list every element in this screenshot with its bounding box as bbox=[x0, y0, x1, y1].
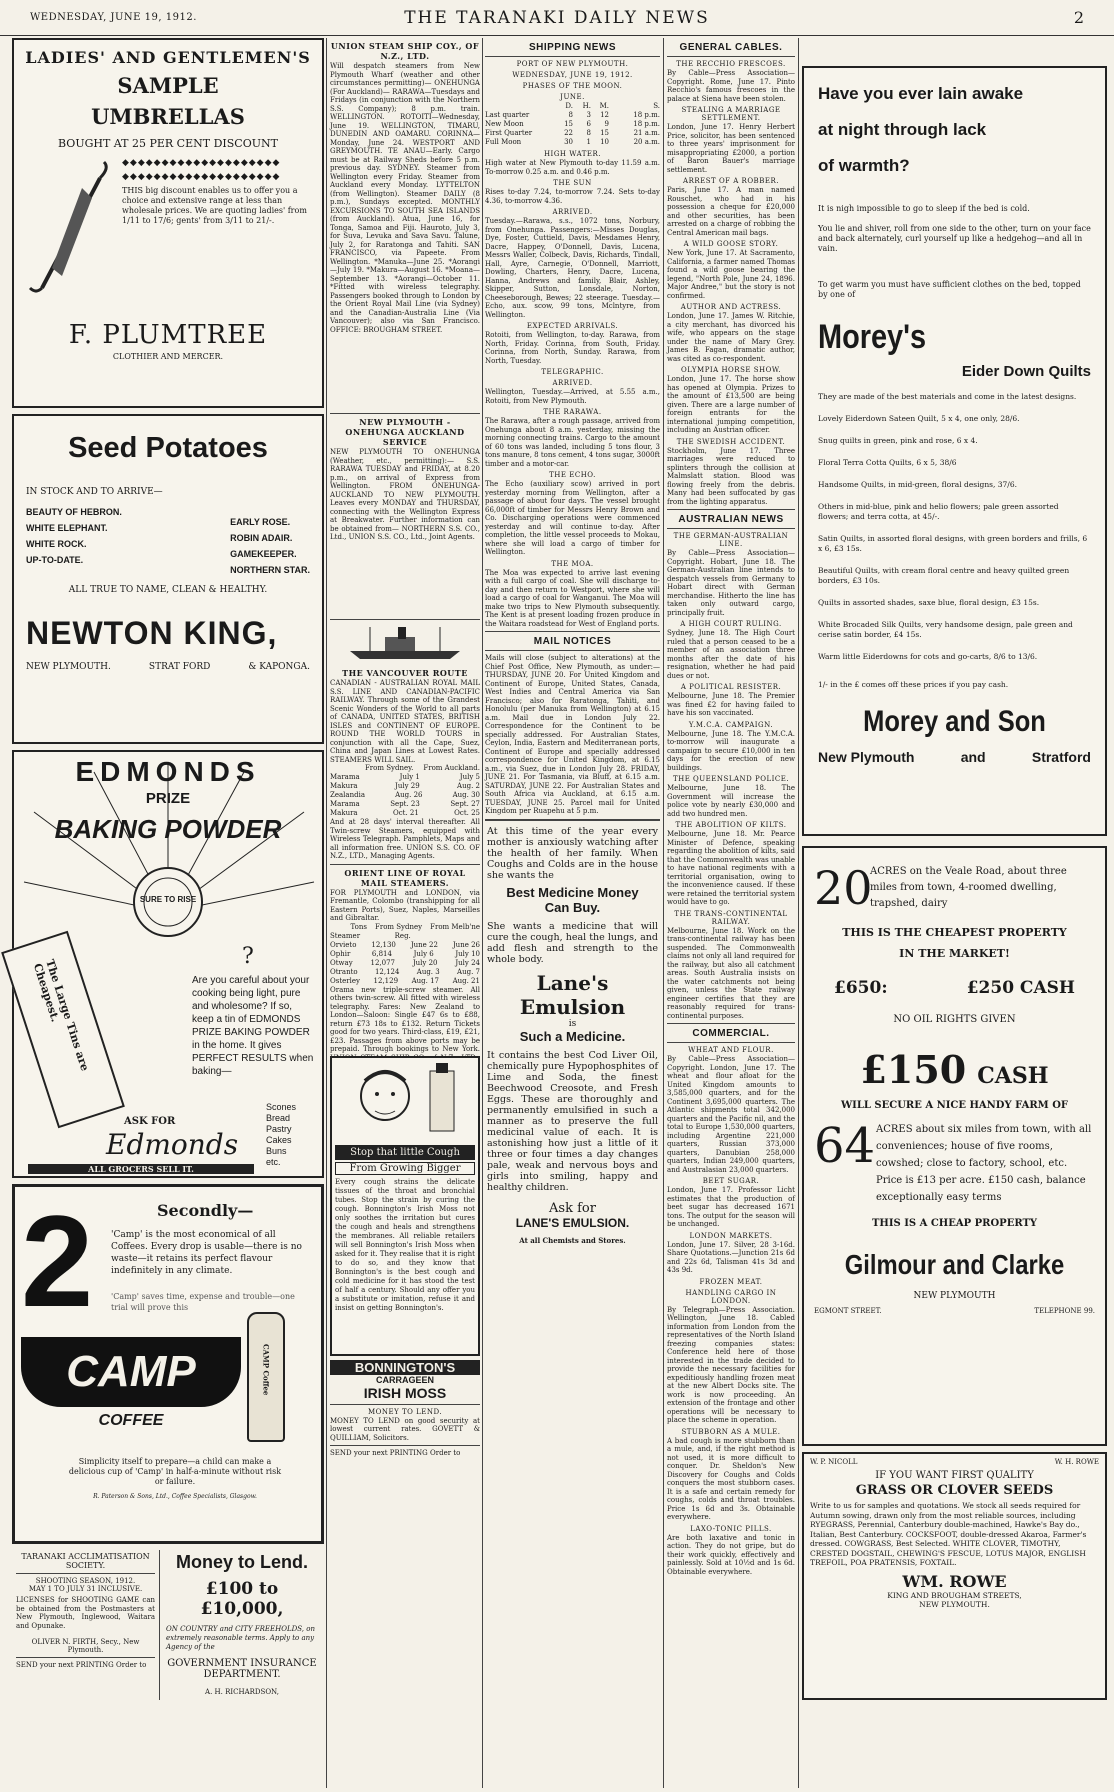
section-heading: SHIPPING NEWS bbox=[528, 42, 617, 53]
seller-name: NEWTON KING, bbox=[26, 615, 278, 651]
bonningtons-ad bbox=[330, 1056, 480, 1356]
town: New Plymouth bbox=[818, 749, 915, 765]
item-body: A bad cough is more stubborn than a mule, and, if the right method is not used, it is more difficult to conquer. Dr. Sheldon's New Discovery for Coughs and Colds conquers the most stubborn cases. It is a safe and certain remedy for coughs, colds and throat troubles. Price 1s 6d and 3s. Obtainable everywhere. bbox=[667, 1436, 795, 1521]
list-item: Handsome Quilts, in mid-green, floral designs, 37/6. bbox=[818, 480, 1017, 489]
section-heading: COMMERCIAL. bbox=[692, 1028, 770, 1039]
ad-footer: ALL GROCERS SELL IT. bbox=[28, 1164, 254, 1174]
ad-text: is bbox=[568, 1018, 577, 1029]
office-name: GOVERNMENT INSURANCE bbox=[167, 1658, 317, 1669]
question-mark: ? bbox=[242, 944, 254, 969]
partner-names bbox=[810, 1458, 1099, 1467]
use: Scones bbox=[266, 1102, 297, 1112]
price: £250 CASH bbox=[966, 978, 1075, 998]
item-body: London, June 17. Silver, 28 3-16d. Share Quotations.—Junction 21s 6d and 22s 6d, Talisman 41s 3d and 43s 9d. bbox=[667, 1240, 795, 1274]
ad-headline: Can Buy. bbox=[544, 899, 601, 915]
item-title: OLYMPIA HORSE SHOW. bbox=[680, 366, 782, 374]
product-name: BAKING POWDER bbox=[54, 814, 282, 844]
ad-headline: of warmth? bbox=[818, 156, 910, 175]
umbrella-illustration bbox=[22, 158, 122, 298]
partner: W. P. NICOLL bbox=[810, 1458, 858, 1466]
column-rule bbox=[326, 38, 327, 1788]
list-item: Beautiful Quilts, with cream floral centre and heavy quilted green borders, £3 10s. bbox=[818, 566, 1070, 585]
ad-title: UMBRELLAS bbox=[91, 104, 245, 129]
section-body: MONEY TO LEND on good security at lowest current rates. GOVETT & QUILLIAM, Solicitors. bbox=[330, 1416, 480, 1442]
sub-heading: ARRIVED. bbox=[552, 379, 593, 387]
prize-label: PRIZE bbox=[145, 790, 191, 807]
item-title: A WILD GOOSE STORY. bbox=[683, 240, 779, 248]
town: and bbox=[960, 749, 986, 765]
office-name: DEPARTMENT. bbox=[203, 1669, 281, 1680]
use: etc. bbox=[266, 1157, 281, 1167]
sub-heading: HIGH WATER. bbox=[543, 150, 602, 158]
ad-headline: at night through lack bbox=[818, 120, 987, 139]
firm-town: NEW PLYMOUTH bbox=[913, 1291, 996, 1301]
item-body: London, June 17. Professor Licht estimates that the production of beet sugar has decreased 1671 tons. The output for the season will be unchanged. bbox=[667, 1186, 795, 1228]
variety-list-left bbox=[26, 501, 122, 581]
ad-lead: IF YOU WANT FIRST QUALITY bbox=[875, 1470, 1034, 1481]
column-1 bbox=[12, 38, 324, 1788]
table-row: Makura Oct. 21 Oct. 25 bbox=[330, 809, 480, 817]
item-body: Stockholm, June 17. Three marriages were reduced to splinters through the collision at Malmslatt station. Blood was flowing freely from the debris. Many had been suffocated by gas from the lighting apparatus. bbox=[667, 446, 795, 506]
issue-date: WEDNESDAY, JUNE 19, 1912. bbox=[30, 12, 197, 23]
merchant-name: F. PLUMTREE bbox=[68, 320, 268, 350]
town: & KAPONGA. bbox=[248, 662, 310, 672]
coffee-bottle bbox=[247, 1312, 285, 1442]
australian-news-list bbox=[667, 532, 795, 1020]
list-item: White Brocaded Silk Quilts, very handsome design, pale green and cerise satin border, £4 15s. bbox=[818, 620, 1073, 639]
ad-headline: IN THE MARKET! bbox=[899, 947, 1010, 960]
column-rule bbox=[482, 38, 483, 1788]
column-rule bbox=[663, 38, 664, 1788]
sub-heading: THE ECHO. bbox=[549, 471, 596, 479]
item-body: By Telegraph—Press Association. Wellington, June 18. Cabled information from London from the representatives of the North Island freezing companies states: Conference held here of those interested in the trade decided to provide the necessary facilities for expeditiously handling frozen meat at the new Albert Docks site. The work is now proceeding. An extension of the frontage and other operations will be necessary to place the scheme in operation. bbox=[667, 1305, 795, 1424]
section-body: Wellington, Tuesday.—Arrived, at 5.55 a.m., Rotoiti, from New Plymouth. bbox=[485, 388, 660, 405]
ad-subtitle: BOUGHT AT 25 PER CENT DISCOUNT bbox=[58, 137, 278, 150]
ad-body: To get warm you must have sufficient clothes on the bed, topped by one of bbox=[818, 280, 1081, 299]
divider-ornament: ◆◆◆◆◆◆◆◆◆◆◆◆◆◆◆◆◆◆◆◆ bbox=[122, 172, 281, 182]
ad-headline: Such a Medicine. bbox=[519, 1028, 626, 1044]
list-item: Satin Quilts, in assorted floral designs, with green borders and frills, 6 x 6, £3 15s. bbox=[818, 534, 1088, 553]
item-title: A POLITICAL RESISTER. bbox=[680, 683, 782, 691]
column-rule bbox=[798, 38, 799, 1788]
item-title: THE TRANS-CONTINENTAL RAILWAY. bbox=[674, 909, 788, 926]
section-body: Tuesday.—Rarawa, s.s., 1072 tons, Norbury, from Onehunga. Passengers:—Misses Douglas, Dye, Foster, Cuttield, Davis, Mesdames Henry, Dacre, Happey, O'Donnell, Davis, Lucena, Messrs Waller, Colbeck, Davis, Richards, Tindall, Hall, Ayre, Carnegie, O'Donnell, Marriott, Dowling, Charters, Henry, Dacre, Lucena, Hanna, Andrews and family, Blair, Ashley, Skipper, Sutton, Lonsdale, Norton, Cheeseborough, Bewes; 22 steerage. Tuesday.—Echo, aux. scow, 99 tons, Mclntyre, from Wellington. bbox=[485, 217, 660, 319]
paper-name: THE TARANAKI DAILY NEWS bbox=[404, 7, 710, 28]
list-item: Others in mid-blue, pink and helio flowers; pale green assorted flowers; and terra cotta, at 45/-. bbox=[818, 502, 1059, 521]
item-body: London, June 17. Henry Herbert Price, solicitor, has been sentenced to three years' imprisonment for misappropriating £2000, a portion of Baron Bauer's marriage settlement. bbox=[667, 123, 795, 174]
item-title: LONDON MARKETS. bbox=[689, 1231, 773, 1240]
town: NEW PLYMOUTH. bbox=[26, 662, 111, 672]
table-row: Last quarter 8 3 12 18 p.m. bbox=[485, 111, 660, 119]
variety: GAMEKEEPER. bbox=[230, 549, 297, 559]
ad-body: You lie and shiver, roll from one side to the other, turn on your face and back alternately, curl yourself up like a hedgehog—and all in vain. bbox=[818, 224, 1091, 253]
merchant-name: WM. ROWE bbox=[902, 1571, 1007, 1591]
bottle-label: CAMP Coffee bbox=[261, 1344, 271, 1396]
brand-name: EDMONDS bbox=[75, 756, 261, 787]
street: EGMONT STREET. bbox=[814, 1307, 882, 1315]
section-heading: MAIL NOTICES bbox=[533, 636, 612, 647]
column-3 bbox=[485, 38, 660, 1788]
table-row: Otranto 12,124 Aug. 3 Aug. 7 bbox=[330, 967, 480, 976]
item-title: THE SWEDISH ACCIDENT. bbox=[676, 437, 786, 446]
list-item: Warm little Eiderdowns for cots and go-carts, 8/6 to 13/6. bbox=[818, 652, 1038, 661]
ad-body: They are made of the best materials and come in the latest designs. bbox=[818, 392, 1077, 401]
morey-quilts-ad bbox=[802, 66, 1107, 836]
discount-note: 1/- in the £ comes off these prices if you pay cash. bbox=[818, 680, 1009, 689]
sub-heading: ARRIVED. bbox=[552, 208, 593, 216]
item-body: Paris, June 17. A man named Rouschet, who had in his possession a cheque for £20,000 and other securities, has been arrested on a charge of robbing the Central American mail bags. bbox=[667, 186, 795, 237]
tin-label: The Large Tins are Cheapest. bbox=[30, 957, 92, 1073]
firm-contact bbox=[814, 1307, 1095, 1315]
item-body: Melbourne, June 18. Work on the trans-continental railway has been suspended. The Commonwealth claims not only all land required for the railway, but also all catchment areas. South Australia insists on the water catchments not being given, unless the State railway engineer certifies that they are reasonably required for trans-continental purposes. bbox=[667, 926, 795, 1020]
ad-title: LADIES' AND GENTLEMEN'S bbox=[25, 48, 311, 67]
firm-name: Gilmour and Clarke bbox=[844, 1249, 1065, 1280]
firm-towns bbox=[818, 749, 1091, 765]
steamship-illustration bbox=[330, 623, 480, 661]
ad-heading: Secondly— bbox=[157, 1201, 254, 1220]
variety: WHITE ROCK. bbox=[26, 539, 87, 549]
moon-table bbox=[485, 102, 660, 147]
camp-logo: CAMP bbox=[21, 1337, 241, 1407]
col-head: From Sydney. bbox=[364, 764, 414, 772]
table-row: Zealandia Aug. 26 Aug. 30 bbox=[330, 791, 480, 799]
item-body: By Cable—Press Association—Copyright. London, June 17. The wheat and flour afloat for the United Kingdom amounts to 3,585,000 quarters, and for the Continent 3,695,000 quarters. The Atlantic shipments total 342,000 quarters and the Pacific nil, and the total to Europe 1,530,000 quarters, including Argentine 221,000 quarters, Russian 373,000 quarters, Danubian 258,000 quarters, Indian 249,000 quarters, and Australasian 23,000 quarters. bbox=[667, 1055, 795, 1174]
sub-heading: THE MOA. bbox=[551, 559, 594, 568]
ad-footer: Simplicity itself to prepare—a child can make a delicious cup of 'Camp' in half-a-minute without risk or failure. bbox=[68, 1457, 282, 1486]
item-body: By Cable—Press Association—Copyright. Rome, June 17. Pinto Recchio's famous frescoes in the palace at Siena have been stolen. bbox=[667, 69, 795, 103]
town: STRAT FORD bbox=[148, 662, 211, 672]
item-title: WHEAT AND FLOUR. bbox=[688, 1046, 774, 1054]
ask-for: ASK FOR bbox=[124, 1116, 176, 1127]
property-description: ACRES about six miles from town, with all conveniences; house of five rooms, cowshed; close to factory, school, etc. Price is £13 per acre. £150 cash, balance exceptionally easy terms bbox=[876, 1124, 1092, 1203]
sailings-table bbox=[330, 773, 480, 818]
sailings-header bbox=[330, 764, 480, 773]
gilmour-clarke-ad bbox=[802, 846, 1107, 1446]
section-body: Mails will close (subject to alterations) at the Chief Post Office, New Plymouth, as under:— THURSDAY, JUNE 20. For United Kingdom and Continent of Europe, United States, Canada, West Indies and Central America via San Francisco; also for Raratonga, Tahiti, and Honolulu (per Manuka from Wellington) at 6.15 a.m. Mail due in London July 22. Correspondence for the Continent to be specially addressed. For Australian States, Ceylon, India, Eastern and Mediterranean ports, Continent of Europe and specially addressed correspondence for United Kingdom, at 6.15 a.m., via Suez, due in London July 28. FRIDAY, JUNE 21. For Tasmania, via Bluff, at 6.15 a.m. SATURDAY, JUNE 22. For Australian States and South Africa via Auckland, at 6.15 a.m. TUESDAY, JUNE 25. Parcel mail for United Kingdom per Ruapehu at 5 p.m. bbox=[485, 654, 660, 815]
table-row: Ophir 6,814 July 6 July 10 bbox=[330, 949, 480, 958]
ad-body: She wants a medicine that will cure the cough, heal the lungs, and add flesh and strength to the whole body. bbox=[487, 920, 658, 965]
table-row: Steamer Reg. bbox=[330, 931, 411, 940]
acclimatisation-notice bbox=[12, 1550, 160, 1700]
merchant-address: KING AND BROUGHAM STREETS, bbox=[887, 1590, 1022, 1600]
section-title: MONEY TO LEND. bbox=[367, 1407, 443, 1416]
section-body: The Rarawa, after a rough passage, arrived from Onehunga about 8 a.m. yesterday, missing the morning connecting trains. Cargo to the amount of 60 tons was landed, including 5 tons flour, 3 tons manure, 8 tons cement, 4 tons sugar, 3000ft timber and a motor-car. bbox=[485, 417, 660, 468]
section-body: NEW PLYMOUTH TO ONEHUNGA (Weather, etc., permitting):— S.S. RARAWA TUESDAY and FRIDAY, at 8.20 p.m., on arrival of Express from Wellington. FROM ONEHUNGA-AUCKLAND TO NEW PLYMOUTH. Leaves every MONDAY and THURSDAY, connecting with the Wellington Express at Breakwater. Further information can be obtained from— NORTHERN S.S. CO., Ltd., UNION S.S. CO., Ltd., Joint Agents. bbox=[330, 448, 480, 541]
ad-body: Are you careful about your cooking being light, pure and wholesome? If so, keep a tin of EDMONDS PRIZE BAKING POWDER in the home. It gives PERFECT RESULTS when baking— bbox=[192, 975, 314, 1077]
use: Pastry bbox=[266, 1124, 292, 1134]
ad-body: Write to us for samples and quotations. We stock all seeds required for Autumn sowing, drawn only from the most reliable sources, including RYEGRASS, Perennial, Canterbury double-machined, Hawke's Bay do., Italian, Best Canterbury. COCKSFOOT, double-dressed Akaroa, Farmer's dressed. COWGRASS, Best Selected. WHITE CLOVER, TIMOTHY, CRESTED DOGSTAIL, CHEWING'S FESCUE, LOTUS MAJOR, ENGLISH TREFOIL, POA PRATENSIS, FOXTAIL. bbox=[810, 1501, 1087, 1567]
merchant-tagline: CLOTHIER AND MERCER. bbox=[112, 352, 224, 361]
ad-intro: At this time of the year every mother is anxiously watching after the health of her family. When Coughs and Colds are in the house she wants the bbox=[487, 825, 658, 881]
sub-heading: WEDNESDAY, JUNE 19, 1912. bbox=[512, 71, 633, 79]
ad-body: THIS big discount enables us to offer you a choice and extensive range at less than wholesale prices. We are quoting ladies' from 1/11 to 17/6; gents' from 3/11 to 21/-. bbox=[122, 186, 307, 225]
section-title: NEW PLYMOUTH - ONEHUNGA AUCKLAND SERVICE bbox=[345, 417, 465, 447]
printing-notice: SEND your next PRINTING Order to bbox=[330, 1449, 461, 1457]
section-body: The Echo (auxiliary scow) arrived in port yesterday morning from Wellington, after a passage of about four days. The vessel brought 66,000ft of timber for Messrs Henry Brown and Co. Discharging operations were commenced yesterday and will continue to-day. After completion, the little vessel proceeds to Mokau, where she will load a cargo of timber for Wellington. bbox=[485, 480, 660, 556]
ad-headline: THIS IS A CHEAP PROPERTY bbox=[871, 1218, 1038, 1229]
table-row: Full Moon 30 1 10 20 a.m. bbox=[485, 138, 660, 146]
lanes-emulsion-ad bbox=[485, 824, 660, 1247]
item-body: By Cable—Press Association—Copyright. Hobart, June 18. The German-Australian line intends to despatch vessels from Germany to Hobart direct with German merchandise. Hitherto the line has taken only outward cargo, principally fruit. bbox=[667, 549, 795, 617]
column-5 bbox=[802, 38, 1107, 1788]
notice-season: SHOOTING SEASON, 1912. bbox=[35, 1577, 136, 1585]
section-body: The Moa was expected to arrive last evening with a full cargo of coal. She will discharge to-day and then return to Westport, where she will load a cargo of coal for Wanganui. The Moa will make two trips to New Plymouth subsequently. The Kent is at present loading frozen produce in the Waitara roadstead for West of England ports. bbox=[485, 568, 660, 628]
item-title: THE GERMAN-AUSTRALIAN LINE. bbox=[673, 532, 789, 548]
brand-name: BONNINGTON'S bbox=[330, 1360, 480, 1375]
big-price-label: CASH bbox=[977, 1063, 1049, 1089]
item-title: Y.M.C.A. CAMPAIGN. bbox=[688, 720, 774, 729]
quilt-price-list bbox=[818, 414, 1091, 662]
sub-heading: PHASES OF THE MOON. bbox=[522, 82, 623, 90]
item-body: New York, June 17. At Sacramento, California, a farmer named Thomas found a wild goose bearing the legend, "North Pole, June 24, 1896. Major Andree," but the story is not confirmed. bbox=[667, 249, 795, 300]
umbrellas-ad bbox=[12, 38, 324, 408]
camp-coffee-ad bbox=[12, 1184, 324, 1544]
baking-powder-tin bbox=[1, 931, 125, 1129]
section-body: FOR PLYMOUTH and LONDON, via Fremantle, Colombo (transhipping for all Eastern Ports), Suez, Naples, Marseilles and Gibraltar. bbox=[330, 888, 480, 922]
column-2 bbox=[330, 38, 480, 1788]
use: Buns bbox=[266, 1146, 287, 1156]
section-body: Will despatch steamers from New Plymouth Wharf (weather and other circumstances permitting)— ONEHUNGA (For Auckland)— RARAWA—Tuesdays and Fridays (in conjunction with the Northern S.S. Company); 8 p.m. train. WELLINGTON. ROTOITI—Wednesday, June 19. WELLINGTON, TIMARU, DUNEDIN AND OAMARU. CORINNA—Monday, June 24. WESTPORT AND GREYMOUTH. TE ANAU—Early. Cargo must be at Railway Sheds before 5 p.m. previous day. SYDNEY. Steamer from Wellington every Friday. Steamer from Auckland every Monday. LYTTELTON (from Wellington). Steamer DAILY (8 p.m.), Sundays excepted. MONTHLY EXCURSIONS TO SOUTH SEA ISLANDS (from Auckland). Atua, June 16, for Tonga, Samoa and Fiji. Hauroto, July 3, for Suva, Levuka and Sava Savu. Talune, July 2, for Raratonga and Tahiti. SAN FRANCISCO, via Papeete. From Wellington. *Manuka—June 25. *Aorangi—July 19. *Makura—August 16. *Moana—September 13. *Aorangi—October 11. *Fitted with wireless telegraphy. Passengers booked through to London by the Orient Royal Mail Line (via Sydney) and the Canadian-Australia Line (Via Vancouver); also via San Francisco. OFFICE: BROUGHAM STREET. bbox=[330, 62, 480, 334]
use: Bread bbox=[266, 1113, 291, 1123]
variety: ROBIN ADAIR. bbox=[230, 533, 293, 543]
item-title: THE QUEENSLAND POLICE. bbox=[672, 775, 790, 783]
item-body: Melbourne, June 18. The Y.M.C.A. to-morrow will inaugurate a campaign to secure £10,000 in ten days for the erection of new buildings. bbox=[667, 729, 795, 772]
ad-footer: At all Chemists and Stores. bbox=[519, 1235, 626, 1245]
brand-product: IRISH MOSS bbox=[363, 1384, 447, 1401]
acreage-number: 20 bbox=[814, 861, 873, 915]
price-row bbox=[834, 978, 1075, 998]
item-title: BEET SUGAR. bbox=[702, 1177, 760, 1185]
section-title: THE VANCOUVER ROUTE bbox=[342, 668, 468, 678]
rowe-seeds-ad bbox=[802, 1452, 1107, 1700]
notice-body: LICENSES for SHOOTING GAME can be obtained from the Postmasters at New Plymouth, Inglewood, Waitara and Opunake. bbox=[16, 1596, 155, 1630]
brand-sub: CARRAGEEN bbox=[375, 1374, 434, 1385]
ad-title: SAMPLE bbox=[117, 73, 219, 98]
list-item: Lovely Eiderdown Sateen Quilt, 5 x 4, one only, 28/6. bbox=[818, 414, 1020, 423]
section-heading: AUSTRALIAN NEWS bbox=[678, 514, 784, 525]
item-title: A HIGH COURT RULING. bbox=[680, 620, 782, 628]
brand-name: LANE'S EMULSION. bbox=[515, 1215, 630, 1230]
section-body: CANADIAN - AUSTRALIAN ROYAL MAIL S.S. LINE AND CANADIAN-PACIFIC RAILWAY. Through some of the Grandest Scenic Wonders of the World to all parts of CANADA, UNITED STATES, BRITISH ISLES and CONTINENT OF EUROPE. ROUND THE WORLD TOURS in conjunction with all the Cape, Suez, China and Japan Lines at Lowest Rates. STEAMERS WILL SAIL. bbox=[330, 679, 480, 764]
ad-body: It is nigh impossible to go to sleep if the bed is cold. bbox=[818, 204, 1030, 213]
property-description: ACRES on the Veale Road, about three miles from town, 4-roomed dwelling, trapshed, dairy bbox=[870, 866, 1067, 909]
item-title: ARREST OF A ROBBER. bbox=[683, 177, 779, 185]
item-title: FROZEN MEAT. bbox=[699, 1277, 763, 1286]
money-to-lend-ad bbox=[160, 1550, 324, 1700]
ad-headline: WILL SECURE A NICE HANDY FARM OF bbox=[840, 1100, 1069, 1111]
notice-dates: MAY 1 TO JULY 31 INCLUSIVE. bbox=[28, 1585, 143, 1593]
page-number: 2 bbox=[1073, 8, 1084, 27]
section-body: Rises to-day 7.24, to-morrow 7.24. Sets to-day 4.36, to-morrow 4.36. bbox=[485, 188, 660, 205]
item-title: THE RECCHIO FRESCOES. bbox=[676, 60, 786, 68]
variety: BEAUTY OF HEBRON. bbox=[26, 507, 122, 517]
ad-body: 'Camp' is the most economical of all Coffees. Every drop is usable—there is no waste—it retains its perfect flavour indefinitely in any climate. bbox=[111, 1230, 302, 1276]
agent-name: A. H. RICHARDSON, bbox=[205, 1688, 279, 1696]
ad-headline: Stop that little Cough bbox=[335, 1145, 475, 1160]
ad-headline: Best Medicine Money bbox=[506, 884, 639, 900]
table-row: Otway 12,077 July 20 July 24 bbox=[330, 958, 480, 967]
ad-body: ON COUNTRY and CITY FREEHOLDS, on extremely reasonable terms. Apply to any Agency of the bbox=[166, 1625, 315, 1651]
telephone: TELEPHONE 99. bbox=[1034, 1307, 1095, 1315]
item-body: London, June 17. The horse show has opened at Olympia. Prizes to the amount of £13,500 are being given. There are a large number of foreign entrants for the international jumping competition, including an Austrian officer. bbox=[667, 375, 795, 434]
ad-text: Ask for bbox=[549, 1200, 596, 1216]
list-item: Snug quilts in green, pink and rose, 6 x 4. bbox=[818, 436, 978, 445]
maker: R. Paterson & Sons, Ltd., Coffee Specialists, Glasgow. bbox=[93, 1493, 257, 1500]
brand-name: Morey's bbox=[818, 318, 927, 356]
table-header: D. H. M. S. bbox=[565, 102, 660, 110]
commercial-list bbox=[667, 1046, 795, 1576]
brand-name: Emulsion bbox=[519, 994, 626, 1019]
seed-potatoes-ad bbox=[12, 414, 324, 744]
item-body: Melbourne, June 18. Mr. Pearce Minister of Defence, speaking regarding the abolition of kilts, said that the Commonwealth was unable to have national regiments with a territorial organisation, owing to the inconvenience caused. If these were retained the territorial system would have to go. bbox=[667, 830, 795, 906]
ad-headline: Have you ever lain awake bbox=[818, 84, 1024, 103]
ad-subheadline: From Growing Bigger bbox=[335, 1162, 475, 1175]
script-logo: Edmonds bbox=[106, 1128, 239, 1161]
masthead bbox=[0, 0, 1114, 36]
notice-footer: SEND your next PRINTING Order to bbox=[16, 1661, 147, 1669]
logo-sub: COFFEE bbox=[98, 1412, 164, 1429]
notice-signature: OLIVER N. FIRTH, Secy., New Plymouth. bbox=[31, 1638, 140, 1654]
ad-title: Money to Lend. bbox=[176, 1552, 308, 1572]
product-name: Eider Down Quilts bbox=[961, 363, 1091, 380]
big-price: £150 bbox=[860, 1047, 967, 1092]
ad-amount: £100 to £10,000, bbox=[200, 1579, 284, 1619]
sub-heading: THE SUN bbox=[553, 179, 592, 187]
sub-heading: JUNE. bbox=[560, 93, 585, 101]
variety: UP-TO-DATE. bbox=[26, 555, 84, 565]
item-body: Melbourne, June 18. The Government will increase the police vote by nearly £30,000 and add two hundred men. bbox=[667, 784, 795, 818]
ad-body: Every cough strains the delicate tissues of the throat and bronchial tubes. Stop the strain by curing the cough. Bonnington's Irish Moss not only soothes the irritation but cures the cough and heals and strengthens the membranes. All reliable retailers will sell Bonnington's Irish Moss when asked for it. They realise that it is right to do so, and they know that Bonnington's is the best cough and cold medicine for it has stood the test of half a century. Should any offer you a substitute or imitation, refuse it and insist on getting Bonnington's. bbox=[335, 1177, 475, 1312]
price: £650: bbox=[834, 978, 888, 998]
list-item: Floral Terra Cotta Quilts, 6 x 5, 38/6 bbox=[818, 458, 957, 467]
table-row: First Quarter 22 8 15 21 a.m. bbox=[485, 129, 660, 137]
ad-tagline: ALL TRUE TO NAME, CLEAN & HEALTHY. bbox=[68, 585, 268, 595]
section-body: Rotoiti, from Wellington, to-day. Rarawa, from North, Friday. Corinna, from South, Friday. Corinna, from North, Sunday. Rarawa, from North, Tuesday. bbox=[485, 331, 660, 365]
item-body: Are both laxative and tonic in action. They do not gripe, but do their work quickly, effectively and painlessly. Sold at 10½d and 1s 6d. Obtainable everywhere. bbox=[667, 1533, 795, 1576]
brand-name: Lane's bbox=[536, 970, 609, 995]
sub-heading: PORT OF NEW PLYMOUTH. bbox=[516, 60, 629, 68]
item-body: London, June 17. James W. Ritchie, a city merchant, has divorced his wife, who appears on the stage under the name of Mary Grey. James B. Fagan, dramatic author, was cited as co-respondent. bbox=[667, 312, 795, 363]
firm-name: Morey and Son bbox=[863, 705, 1046, 738]
variety: EARLY ROSE. bbox=[230, 517, 291, 527]
town: Stratford bbox=[1031, 749, 1091, 765]
section-body: Orama new triple-screw steamer. All others twin-screw. All fitted with wireless telegraphy. Fares: New Zealand to London—Saloon: Single £47 6s to £88, return £73 18s to £132. Return Tickets good for two years. Third-class, £19, £21, £23. Passages from above ports may be prepaid. Through bookings to New York. bbox=[330, 985, 480, 1053]
partner: W. H. ROWE bbox=[1054, 1458, 1099, 1466]
man-coughing-illustration bbox=[335, 1061, 475, 1141]
sub-heading: EXPECTED ARRIVALS. bbox=[526, 322, 619, 330]
variety-list-right bbox=[230, 501, 310, 581]
item-title: LAXO-TONIC PILLS. bbox=[690, 1524, 772, 1533]
variety: NORTHERN STAR. bbox=[230, 565, 310, 575]
item-body: Melbourne, June 18. The Premier was fined £2 for having failed to have his son vaccinated. bbox=[667, 692, 795, 717]
col-head: From Auckland. bbox=[423, 764, 480, 772]
uses-list bbox=[266, 1102, 296, 1168]
list-item: Quilts in assorted shades, saxe blue, floral design, £3 15s. bbox=[818, 598, 1040, 607]
item-title: THE ABOLITION OF KILTS. bbox=[675, 821, 787, 829]
sub-heading: THE RARAWA. bbox=[543, 408, 602, 416]
motto: SURE TO RISE bbox=[139, 895, 197, 904]
orient-table bbox=[330, 932, 480, 986]
ad-body: It contains the best Cod Liver Oil, chemically pure Hypophosphites of Lime and Soda, the finest Beechwood Creosote, and Fresh Eggs. These are thoroughly and permanently emulsified in such a manner as to preserve the full medicinal value of each. It is astonishing how just a little of it three or four times a day changes pale, weak and nervous boys and girls into smiling, happy and healthy children. bbox=[487, 1049, 658, 1193]
merchant-address: NEW PLYMOUTH. bbox=[919, 1599, 990, 1609]
use: Cakes bbox=[266, 1135, 292, 1145]
ad-note: NO OIL RIGHTS GIVEN bbox=[893, 1014, 1016, 1025]
general-cables-list bbox=[667, 60, 795, 506]
ad-intro: IN STOCK AND TO ARRIVE— bbox=[26, 487, 163, 497]
table-row: Marama Sept. 23 Sept. 27 bbox=[330, 800, 480, 808]
section-title: UNION STEAM SHIP COY., OF N.Z., LTD. bbox=[330, 41, 480, 61]
column-4 bbox=[667, 38, 795, 1788]
item-body: Sydney, June 18. The High Court ruled that a person ceased to be a member of an association three months after the date of his resignation, whether he had paid dues or not. bbox=[667, 629, 795, 680]
divider-ornament: ◆◆◆◆◆◆◆◆◆◆◆◆◆◆◆◆◆◆◆◆ bbox=[122, 158, 281, 168]
notice-title: TARANAKI ACCLIMATISATION SOCIETY. bbox=[21, 1552, 150, 1570]
big-numeral: 2 bbox=[21, 1188, 94, 1334]
sub-heading: TELEGRAPHIC. bbox=[541, 368, 604, 376]
edmonds-ad bbox=[12, 750, 324, 1178]
item-title: HANDLING CARGO IN LONDON. bbox=[685, 1288, 777, 1305]
table-row: Marama July 1 July 5 bbox=[330, 773, 480, 781]
item-title: STEALING A MARRIAGE SETTLEMENT. bbox=[681, 106, 781, 122]
table-row: New Moon 15 6 9 18 p.m. bbox=[485, 120, 660, 128]
ad-title: Seed Potatoes bbox=[68, 432, 268, 464]
table-row: Osterley 12,129 Aug. 17 Aug. 21 bbox=[330, 976, 480, 985]
acreage-number: 64 bbox=[814, 1118, 876, 1174]
ad-headline: THIS IS THE CHEAPEST PROPERTY bbox=[842, 926, 1067, 939]
section-heading: GENERAL CABLES. bbox=[679, 42, 783, 53]
item-title: STUBBORN AS A MULE. bbox=[681, 1427, 781, 1436]
section-title: ORIENT LINE OF ROYAL MAIL STEAMERS. bbox=[344, 867, 466, 888]
ad-body: 'Camp' saves time, expense and trouble—one trial will prove this bbox=[111, 1292, 295, 1312]
section-body: And at 28 days' interval thereafter. All Twin-screw Steamers, equipped with Wireless Telegraph. Pamphlets, Maps and all information free. UNION S.S. CO. OF N.Z., LTD., Managing Agents. bbox=[330, 818, 480, 860]
table-row: Orvieto 12,130 June 22 June 26 bbox=[330, 940, 480, 949]
table-row: Makura July 29 Aug. 2 bbox=[330, 782, 480, 790]
item-title: AUTHOR AND ACTRESS. bbox=[680, 303, 782, 311]
ad-headline: GRASS OR CLOVER SEEDS bbox=[855, 1483, 1054, 1498]
variety: WHITE ELEPHANT. bbox=[26, 523, 108, 533]
orient-header: Tons From Sydney From Melb'ne bbox=[350, 922, 480, 931]
section-body: High water at New Plymouth to-day 11.59 a.m. To-morrow 0.25 a.m. and 0.46 p.m. bbox=[485, 159, 660, 176]
